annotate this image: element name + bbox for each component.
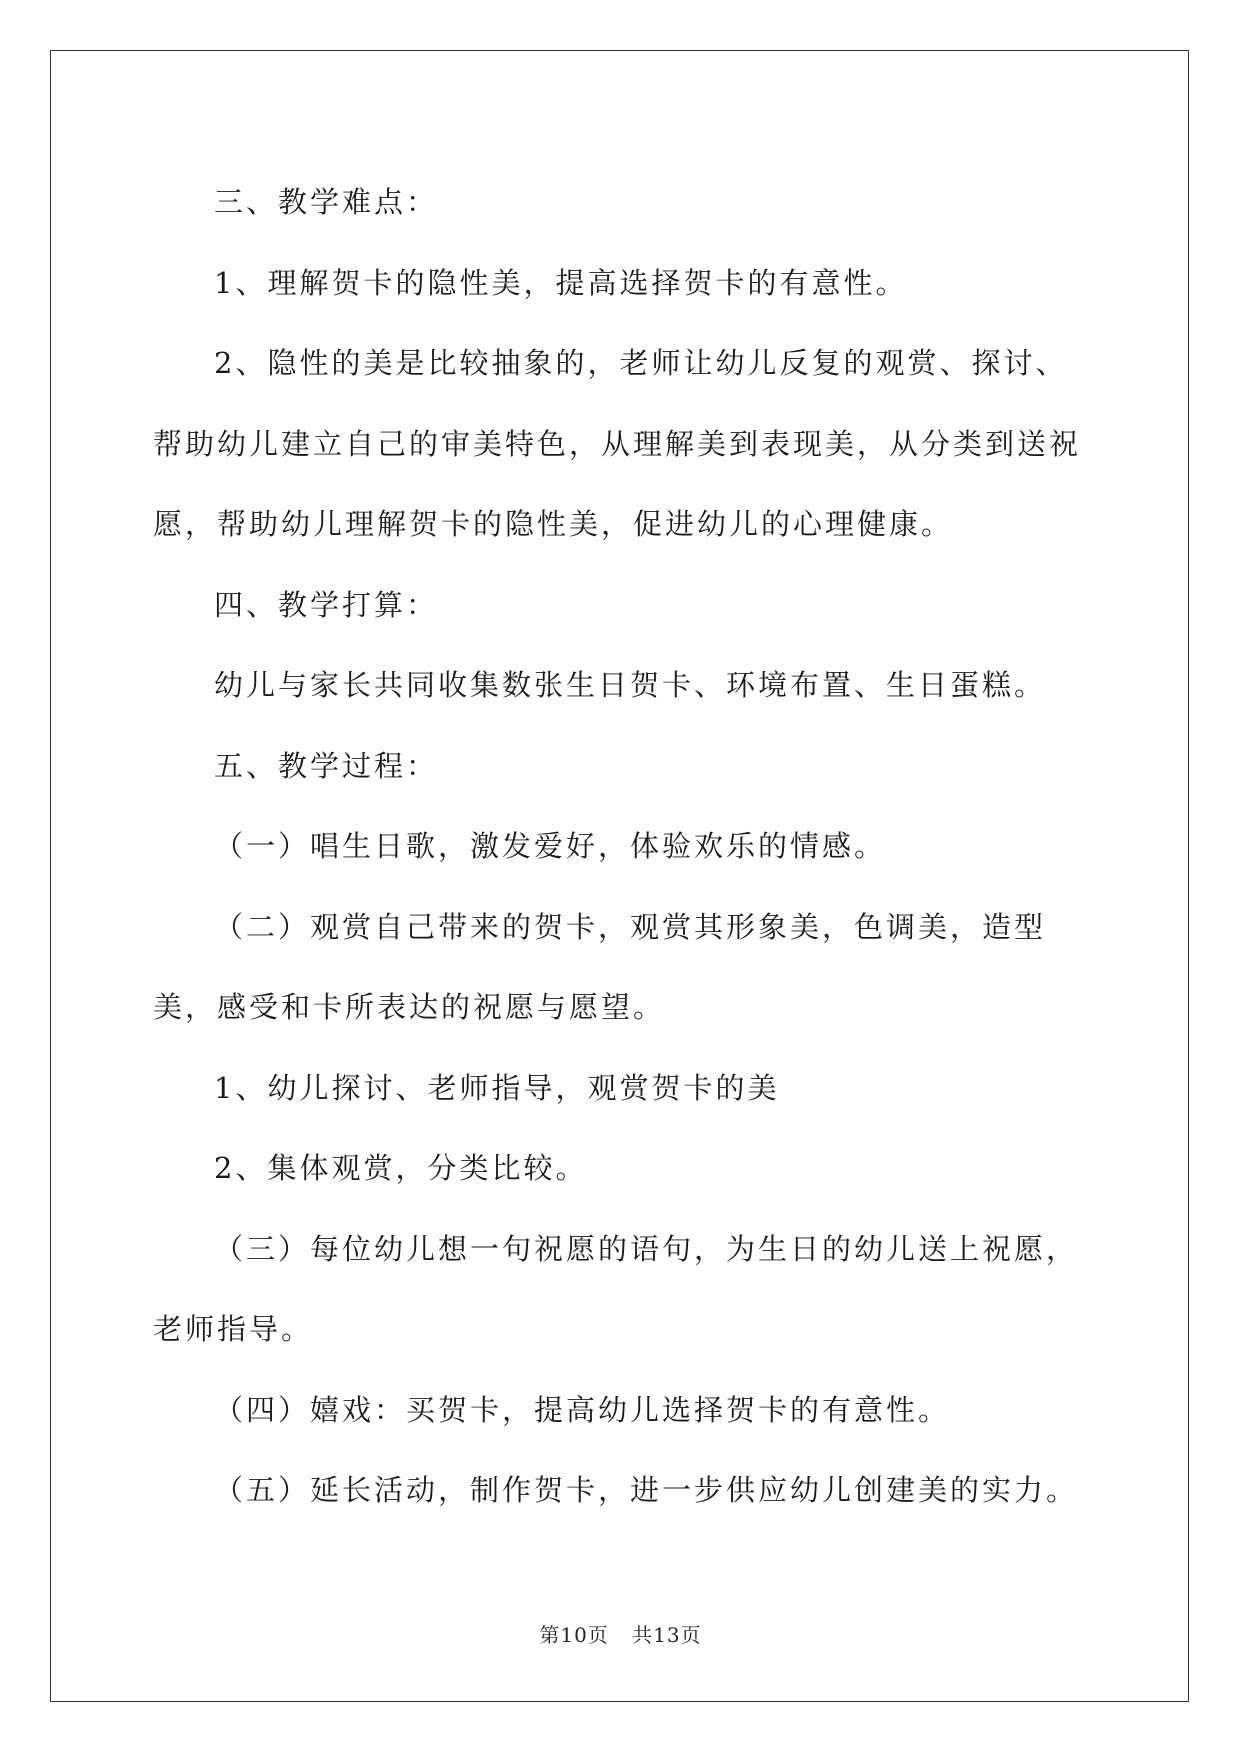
paragraph: 幼儿与家长共同收集数张生日贺卡、环境布置、生日蛋糕。 xyxy=(214,668,1047,702)
paragraph: （四）嬉戏：买贺卡，提高幼儿选择贺卡的有意性。 xyxy=(214,1392,951,1427)
document-body xyxy=(153,162,1098,1531)
section-heading-process: 五、教学过程： xyxy=(214,748,439,783)
section-heading-difficulties: 三、教学难点： xyxy=(214,185,439,219)
paragraph: （一）唱生日歌，激发爱好，体验欢乐的情感。 xyxy=(214,829,887,863)
page-number: 第10页 xyxy=(539,1623,609,1647)
paragraph: （二）观赏自己带来的贺卡，观赏其形象美，色调美，造型美，感受和卡所表达的祝愿与愿望。 xyxy=(153,909,1047,1024)
page-footer xyxy=(0,1623,1241,1647)
paragraph: 1、幼儿探讨、老师指导，观赏贺卡的美 xyxy=(214,1070,780,1105)
paragraph: （五）延长活动，制作贺卡，进一步供应幼儿创建美的实力。 xyxy=(214,1473,1079,1507)
section-heading-preparation: 四、教学打算： xyxy=(214,587,439,622)
paragraph: （三）每位幼儿想一句祝愿的语句，为生日的幼儿送上祝愿，老师指导。 xyxy=(153,1231,1079,1346)
paragraph: 2、隐性的美是比较抽象的，老师让幼儿反复的观赏、探讨、帮助幼儿建立自己的审美特色，从理解美到表现美，从分类到送祝愿，帮助幼儿理解贺卡的隐性美，促进幼儿的心理健康。 xyxy=(153,346,1082,541)
paragraph: 1、理解贺卡的隐性美，提高选择贺卡的有意性。 xyxy=(214,265,908,300)
paragraph: 2、集体观赏，分类比较。 xyxy=(214,1151,588,1185)
page-total: 共13页 xyxy=(632,1623,702,1647)
